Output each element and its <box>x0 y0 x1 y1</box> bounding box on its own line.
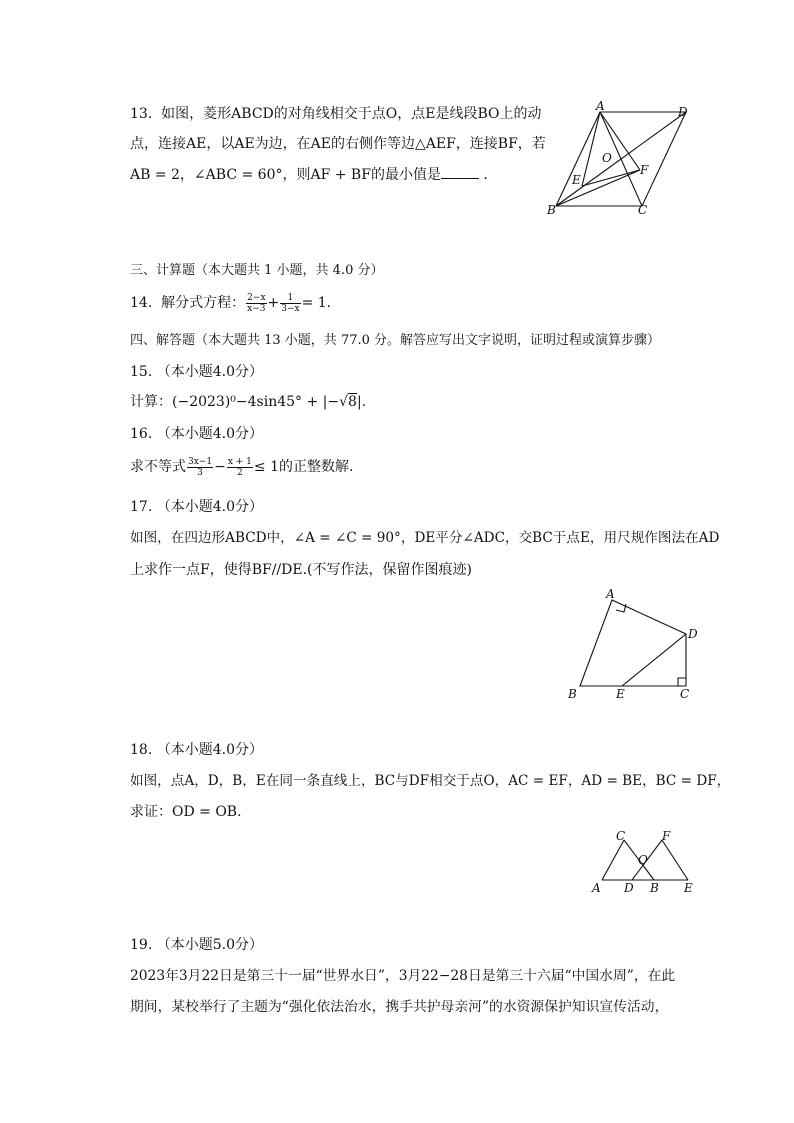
q16-fraction-1 <box>187 457 213 478</box>
q18-triangles-figure <box>584 826 704 898</box>
sqrt-symbol: √ <box>339 394 349 410</box>
q14-suffix: = 1． <box>301 295 341 311</box>
label-B: B <box>547 203 556 217</box>
q16-line <box>130 454 363 480</box>
q16-minus: − <box>214 459 226 475</box>
label-B: B <box>650 881 659 895</box>
q14-number: 14. <box>130 295 153 311</box>
q14-fraction-2 <box>280 293 300 314</box>
quadrilateral-ABCD <box>580 600 686 686</box>
q16-prefix: 求不等式 <box>130 459 186 475</box>
q13-line-1 <box>130 104 542 124</box>
right-angle-C <box>678 678 686 686</box>
q16-f1-numerator: 3x−1 <box>188 456 213 467</box>
q13-line-2: 点，连接AE，以AE为边，在AE的右侧作等边△AEF，连接BF，若 <box>130 136 546 152</box>
label-E: E <box>616 687 625 701</box>
q14-fraction-1 <box>246 293 266 314</box>
q13-text-1: 如图，菱形ABCD的对角线相交于点O，点E是线段BO上的动 <box>161 106 542 122</box>
q17-line-1: 如图，在四边形ABCD中，∠A = ∠C = 90°，DE平分∠ADC，交BC于点E，用尺规作图法在AD <box>130 530 720 546</box>
label-E: E <box>684 881 693 895</box>
q13-text-3: AB = 2，∠ABC = 60°，则AF + BF的最小值是 <box>130 167 441 183</box>
q16-suffix: ≤ 1的正整数解． <box>253 459 363 475</box>
answer-blank <box>441 164 479 179</box>
label-O: O <box>602 151 612 165</box>
label-B: B <box>568 687 577 701</box>
q14-f1-denominator: x−3 <box>247 303 266 314</box>
segment-EF <box>582 170 640 186</box>
q19-header: 19. （本小题5.0分） <box>130 937 263 953</box>
q17-quadrilateral-figure <box>560 584 710 704</box>
label-A: A <box>606 587 615 601</box>
segment-AC <box>602 840 624 880</box>
label-D: D <box>678 105 688 119</box>
q19-line-1: 2023年3月22日是第三十一届“世界水日”，3月22−28日是第三十六届“中国水周”，在此 <box>130 968 676 984</box>
q15-expression <box>130 392 366 412</box>
section-4-title: 四、解答题（本大题共 13 小题，共 77.0 分。解答应写出文字说明，证明过程或演算步骤） <box>130 333 661 348</box>
label-C: C <box>638 203 648 217</box>
diagonal-BD <box>556 112 686 206</box>
label-A: A <box>592 881 601 895</box>
q18-line-1: 如图，点A，D，B，E在同一条直线上，BC与DF相交于点O，AC = EF，AD = BE，BC = DF， <box>130 773 731 789</box>
segment-DE <box>622 634 686 686</box>
label-F: F <box>640 163 649 177</box>
q16-header: 16. （本小题4.0分） <box>130 426 263 442</box>
label-E: E <box>572 173 581 187</box>
q18-header: 18. （本小题4.0分） <box>130 742 263 758</box>
q13-rhombus-figure <box>540 100 700 220</box>
q16-fraction-2 <box>227 457 253 478</box>
q14-plus: + <box>267 295 280 311</box>
label-C: C <box>680 687 690 701</box>
segment-AE <box>582 112 600 186</box>
q14-f2-numerator: 1 <box>280 293 300 304</box>
q18-line-2: 求证：OD = OB． <box>130 804 252 820</box>
q19-line-2: 期间，某校举行了主题为“强化依法治水，携手共护母亲河”的水资源保护知识宣传活动， <box>130 999 669 1015</box>
label-D: D <box>624 881 634 895</box>
label-C: C <box>616 829 626 843</box>
q15-header: 15. （本小题4.0分） <box>130 364 263 380</box>
label-F: F <box>662 829 671 843</box>
q14-prefix: 解分式方程： <box>161 295 246 311</box>
q13-number: 13. <box>130 106 153 122</box>
label-A: A <box>596 100 605 113</box>
q14-f2-denominator: 3−x <box>281 303 300 314</box>
q16-f2-numerator: x + 1 <box>227 456 252 467</box>
q14-line <box>130 290 341 316</box>
q13-line-3 <box>130 164 497 185</box>
label-O: O <box>638 853 648 867</box>
label-D: D <box>688 627 698 641</box>
segment-FE <box>662 840 688 880</box>
q15-expr-main: 计算：(−2023)⁰−4sin45° + |− <box>130 394 340 410</box>
q16-f1-denominator: 3 <box>197 467 203 478</box>
q16-f2-denominator: 2 <box>236 467 243 478</box>
q15-radicand: 8 <box>348 394 357 410</box>
q13-text-3-end: ． <box>483 167 498 183</box>
q14-f1-numerator: 2−x <box>247 292 266 303</box>
q17-header: 17. （本小题4.0分） <box>130 499 263 515</box>
q17-line-2: 上求作一点F，使得BF//DE.(不写作法，保留作图痕迹) <box>130 562 472 578</box>
section-3-title: 三、计算题（本大题共 1 小题，共 4.0 分） <box>130 263 384 278</box>
q15-expr-end: |. <box>356 394 367 410</box>
